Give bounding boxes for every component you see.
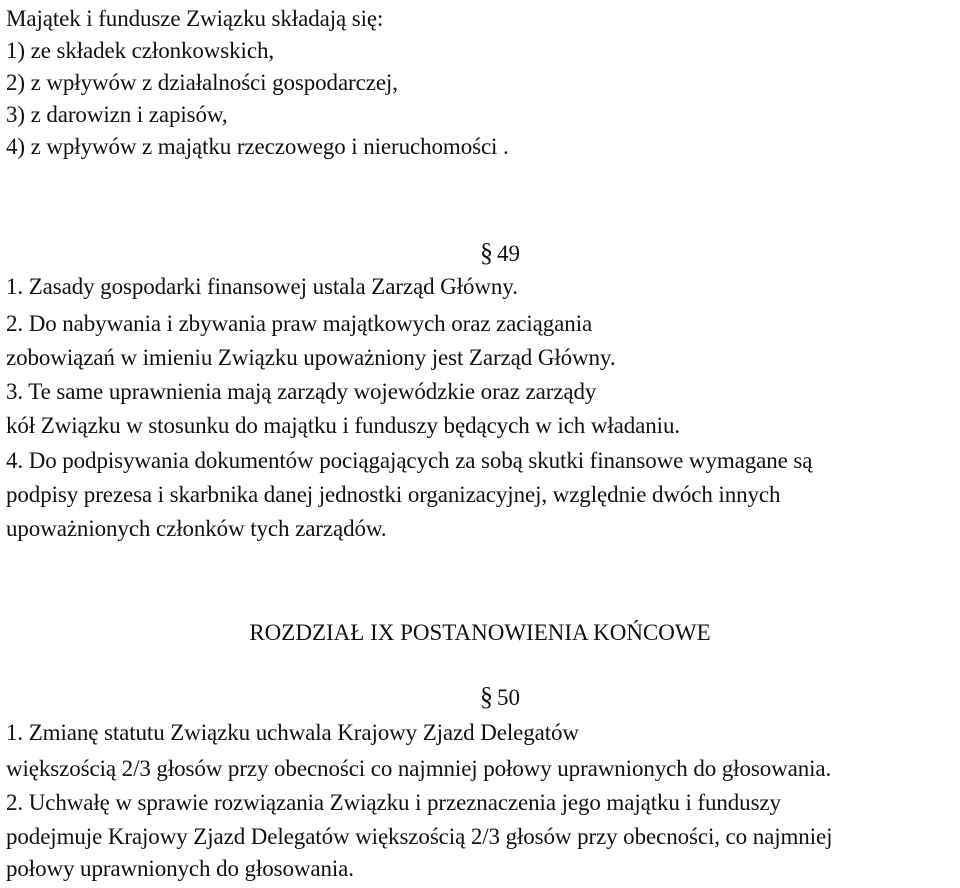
intro-item-2: 2) z wpływów z działalności gospodarczej,: [6, 70, 398, 95]
section-49-heading: [480, 238, 520, 269]
section-49-symbol: §: [480, 238, 493, 267]
section-50-number: 50: [497, 685, 520, 710]
intro-item-3: 3) z darowizn i zapisów,: [6, 102, 228, 127]
section-49-line-7: podpisy prezesa i skarbnika danej jednostki organizacyjnej, względnie dwóch innych: [6, 482, 781, 507]
section-50-line-1: 1. Zmianę statutu Związku uchwala Krajowy Zjazd Delegatów: [6, 720, 579, 745]
section-50-line-5: połowy uprawnionych do głosowania.: [6, 856, 354, 881]
section-49-line-4: 3. Te same uprawnienia mają zarządy wojewódzkie oraz zarządy: [6, 379, 597, 404]
section-49-line-5: kół Związku w stosunku do majątku i funduszy będących w ich władaniu.: [6, 413, 681, 438]
section-49-line-8: upoważnionych członków tych zarządów.: [6, 516, 387, 541]
intro-item-1: 1) ze składek członkowskich,: [6, 38, 275, 63]
intro-heading: Majątek i fundusze Związku składają się:: [6, 6, 384, 31]
section-49-line-6: 4. Do podpisywania dokumentów pociągających za sobą skutki finansowe wymagane są: [6, 448, 813, 473]
section-50-line-2: większością 2/3 głosów przy obecności co najmniej połowy uprawnionych do głosowania.: [6, 756, 832, 781]
section-49-line-2: 2. Do nabywania i zbywania praw majątkowych oraz zaciągania: [6, 311, 593, 336]
intro-item-4: 4) z wpływów z majątku rzeczowego i nieruchomości .: [6, 134, 509, 159]
section-49-number: 49: [497, 241, 520, 266]
section-50-heading: [480, 682, 520, 713]
section-50-line-4: podejmuje Krajowy Zjazd Delegatów większością 2/3 głosów przy obecności, co najmniej: [6, 824, 833, 849]
section-50-line-3: 2. Uchwałę w sprawie rozwiązania Związku i przeznaczenia jego majątku i funduszy: [6, 790, 781, 815]
chapter-title: ROZDZIAŁ IX POSTANOWIENIA KOŃCOWE: [249, 620, 711, 645]
section-49-line-3: zobowiązań w imieniu Związku upoważniony jest Zarząd Główny.: [6, 345, 616, 370]
section-50-symbol: §: [480, 682, 493, 711]
section-49-line-1: 1. Zasady gospodarki finansowej ustala Zarząd Główny.: [6, 274, 518, 299]
